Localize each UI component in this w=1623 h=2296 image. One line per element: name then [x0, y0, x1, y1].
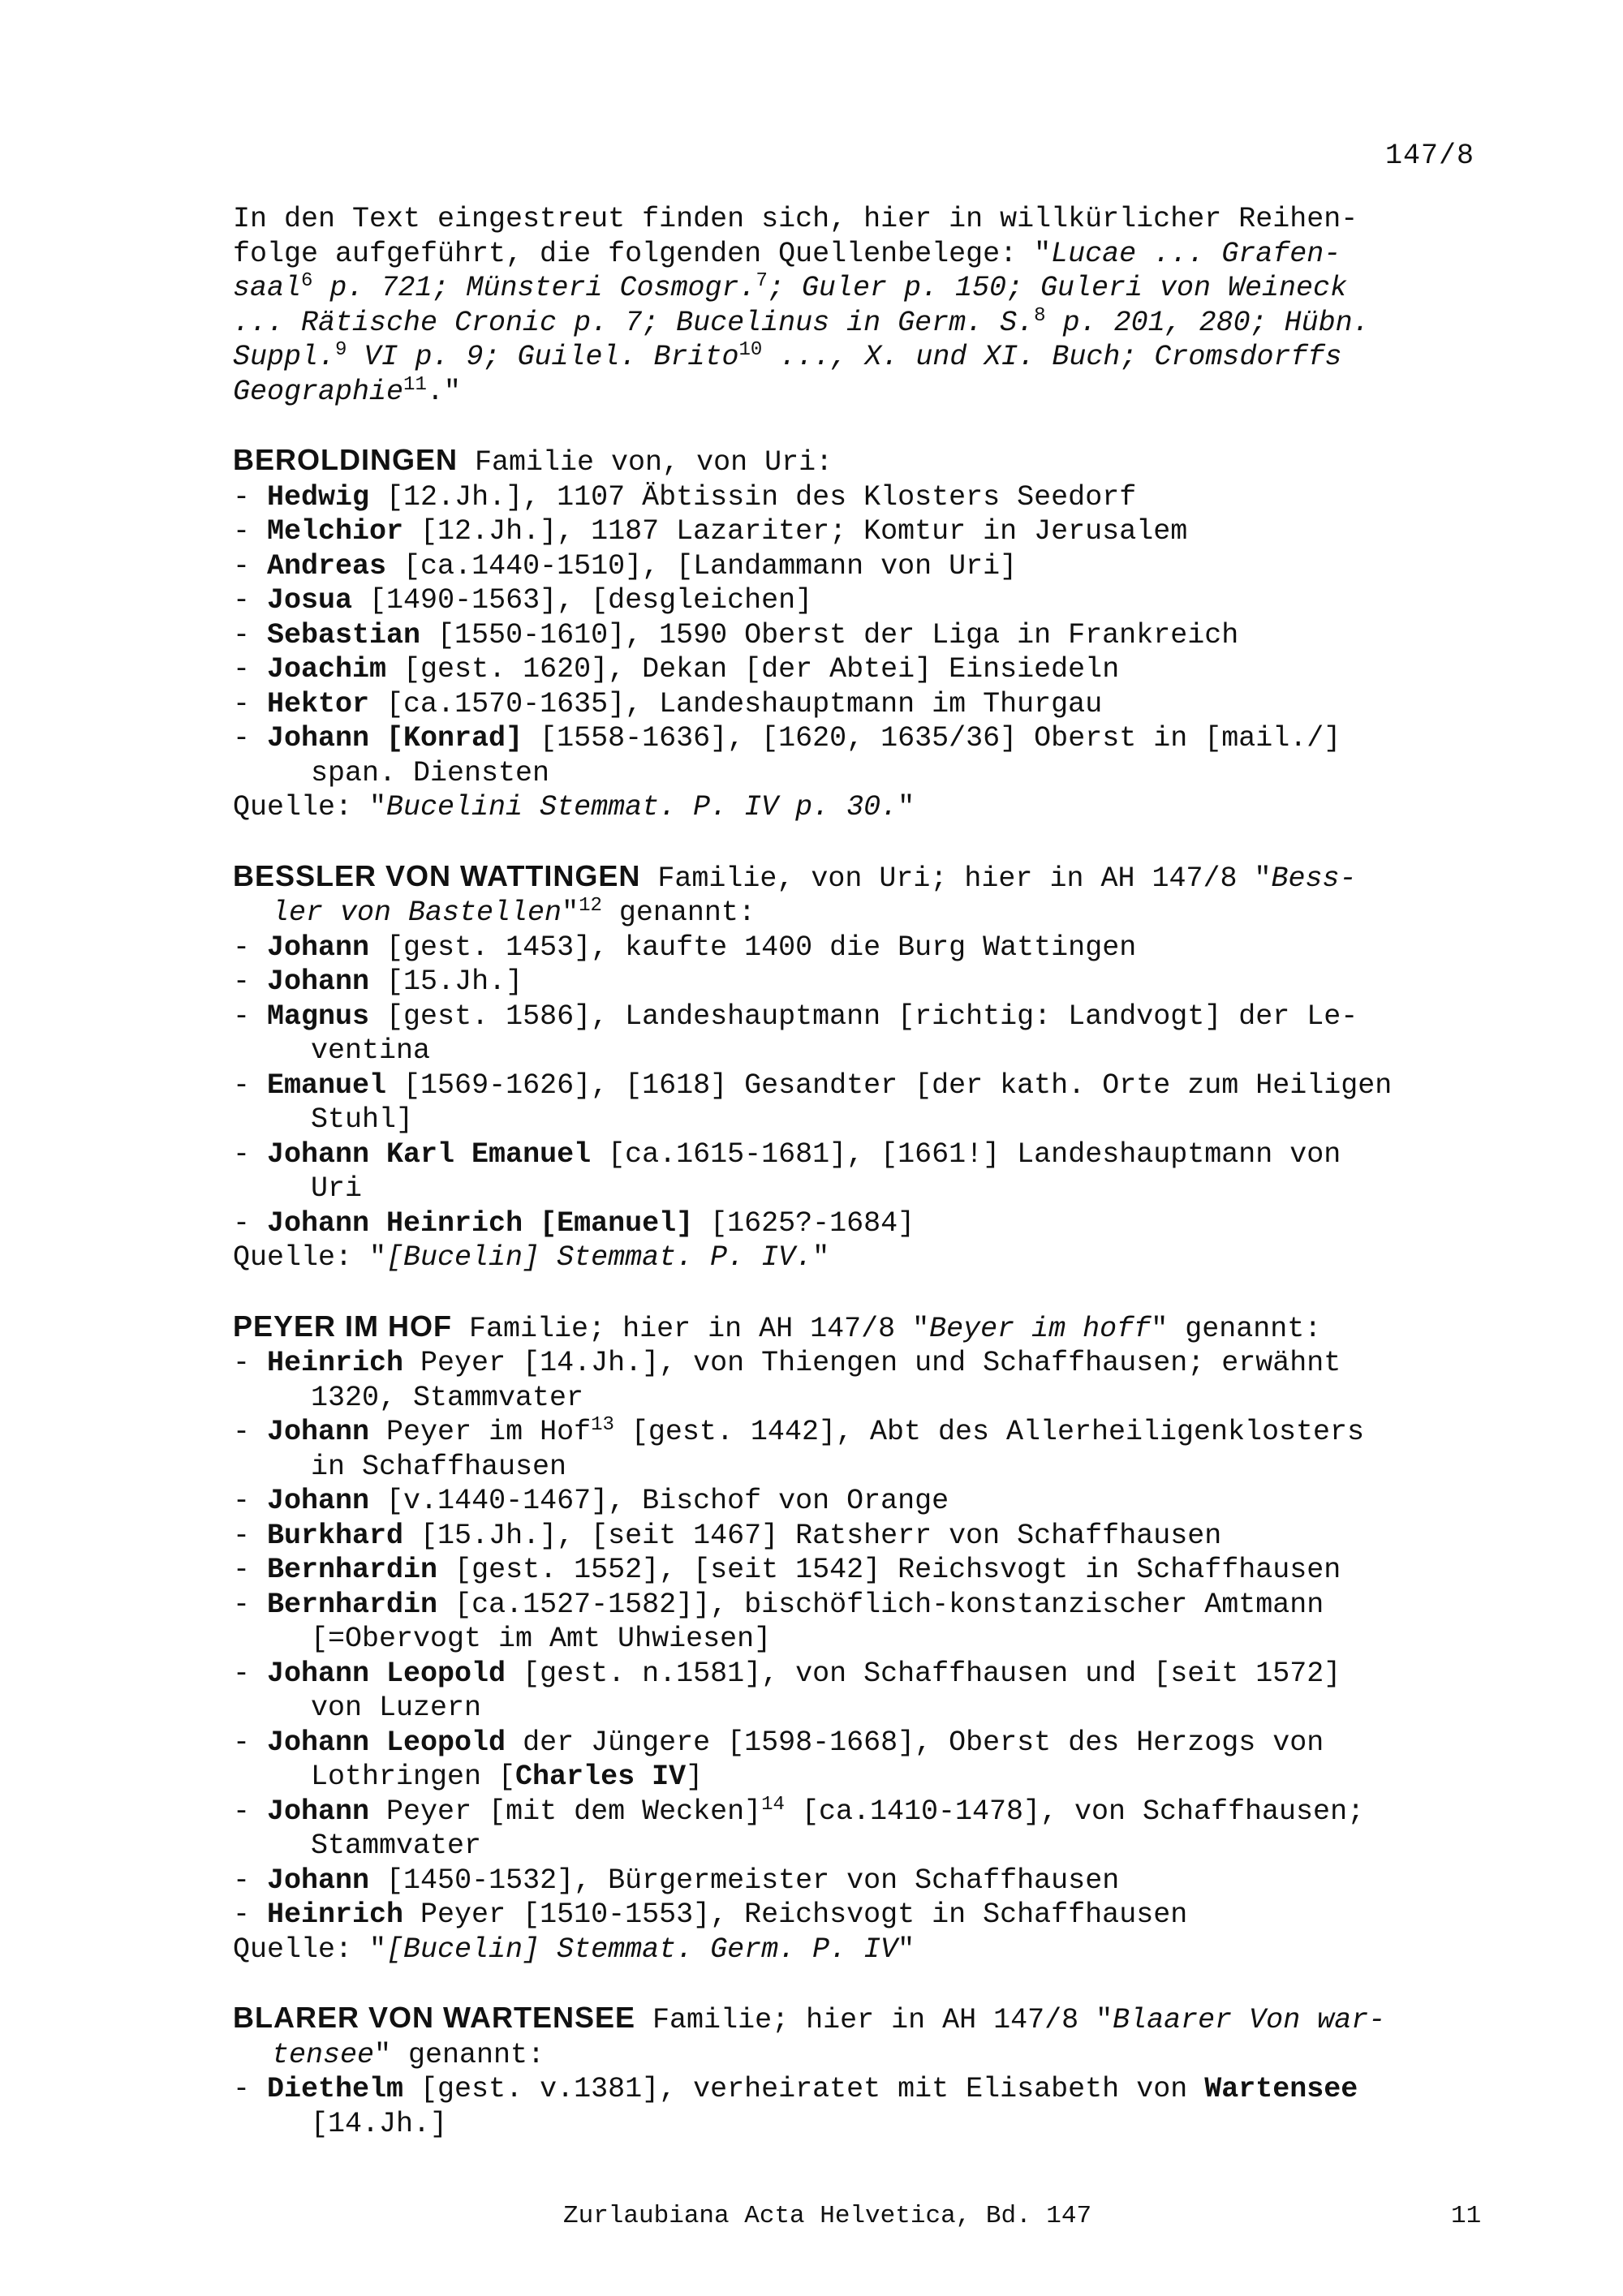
main-content	[233, 202, 1483, 2175]
list-item: - Johann [Konrad] [1558-1636], [1620, 1635/36] Oberst in [mail./] span. Diensten	[233, 722, 1341, 789]
footnote-ref[interactable]: 11	[403, 373, 427, 396]
list-item: - Johann Karl Emanuel [ca.1615-1681], [1661!] Landeshauptmann von Uri	[233, 1137, 1341, 1205]
footnote-ref[interactable]: 14	[761, 1793, 785, 1816]
section-peyer	[233, 1309, 1483, 1967]
intro-line: Geographie$^{11}$."	[233, 373, 461, 408]
list-item: - Bernhardin [gest. 1552], [seit 1542] Reichsvogt in Schaffhausen	[233, 1554, 1341, 1586]
intro-line: saal$^6$ p. 721; Münsteri Cosmogr.$^7$; Guler p. 150; Guleri von Weineck	[233, 270, 1348, 304]
list-item: - Johann [15.Jh.]	[233, 965, 523, 998]
section-heading: BESSLER VON WATTINGEN Familie, von Uri; hier in AH 147/8 "Bess- ler von Bastellen"$^{12}$ genannt:	[233, 858, 1357, 929]
list-item: - Joachim [gest. 1620], Dekan [der Abtei] Einsiedeln	[233, 653, 1120, 686]
intro-line: ... Rätische Cronic p. 7; Bucelinus in Germ. S.$^8$ p. 201, 280; Hübn.	[233, 304, 1370, 339]
intro-line: Suppl.$^9$ VI p. 9; Guilel. Brito$^{10}$ ..., X. und XI. Buch; Cromsdorffs	[233, 339, 1342, 373]
footnote-ref[interactable]: 7	[756, 270, 768, 292]
list-item: - Johann [v.1440-1467], Bischof von Orange	[233, 1485, 949, 1517]
member-list	[233, 2072, 1483, 2141]
list-item: - Bernhardin [ca.1527-1582]], bischöflich-konstanzischer Amtmann [=Obervogt im Amt Uhwiesen]	[233, 1588, 1324, 1655]
list-item: - Melchior [12.Jh.], 1187 Lazariter; Komtur in Jerusalem	[233, 515, 1188, 548]
list-item: - Josua [1490-1563], [desgleichen]	[233, 584, 813, 617]
list-item: - Sebastian [1550-1610], 1590 Oberst der Liga in Frankreich	[233, 618, 1239, 651]
footnote-ref[interactable]: 13	[591, 1414, 614, 1436]
list-item: - Johann [1450-1532], Bürgermeister von Schaffhausen	[233, 1864, 1120, 1897]
list-item: - Johann [gest. 1453], kaufte 1400 die Burg Wattingen	[233, 931, 1137, 964]
list-item: - Johann Heinrich [Emanuel] [1625?-1684]	[233, 1206, 915, 1240]
list-item: - Hektor [ca.1570-1635], Landeshauptmann im Thurgau	[233, 687, 1103, 720]
section-heading: BLARER VON WARTENSEE Familie; hier in AH 147/8 "Blaarer Von war- tensee" genannt:	[233, 2001, 1386, 2071]
list-item: - Andreas [ca.1440-1510], [Landammann von Uri]	[233, 549, 1018, 583]
intro-paragraph	[233, 202, 1483, 409]
footnote-ref[interactable]: 12	[579, 895, 602, 917]
footnote-ref[interactable]: 6	[301, 270, 313, 292]
list-item: - Diethelm [gest. v.1381], verheiratet mit Elisabeth von Wartensee [14.Jh.]	[233, 2073, 1358, 2140]
list-item: - Johann Peyer im Hof$^{13}$ [gest. 1442], Abt des Allerheiligenklosters in Schaffhausen	[233, 1414, 1365, 1483]
list-item: - Emanuel [1569-1626], [1618] Gesandter [der kath. Orte zum Heiligen Stuhl]	[233, 1068, 1393, 1136]
footnote-ref[interactable]: 10	[738, 339, 763, 361]
list-item: - Heinrich Peyer [14.Jh.], von Thiengen und Schaffhausen; erwähnt 1320, Stammvater	[233, 1347, 1341, 1414]
section-blarer	[233, 2001, 1483, 2141]
member-list	[233, 1346, 1483, 1933]
footnote-ref[interactable]: 9	[335, 339, 347, 361]
list-item: - Johann Leopold der Jüngere [1598-1668], Oberst des Herzogs von Lothringen [Charles IV]	[233, 1726, 1324, 1793]
section-heading: BEROLDINGEN Familie von, von Uri:	[233, 443, 833, 479]
list-item: - Hedwig [12.Jh.], 1107 Äbtissin des Klosters Seedorf	[233, 480, 1137, 514]
list-item: - Burkhard [15.Jh.], [seit 1467] Ratsherr von Schaffhausen	[233, 1519, 1222, 1552]
family-name: BESSLER VON WATTINGEN	[233, 858, 641, 892]
family-name: PEYER IM HOF	[233, 1309, 453, 1343]
source-citation: Quelle: "Bucelini Stemmat. P. IV p. 30."	[233, 791, 915, 823]
family-name: BLARER VON WARTENSEE	[233, 2001, 636, 2034]
footer-page-number: 11	[1451, 2202, 1482, 2230]
section-bessler	[233, 859, 1483, 1275]
source-citation: Quelle: "[Bucelin] Stemmat. Germ. P. IV"	[233, 1933, 915, 1966]
section-beroldingen	[233, 443, 1483, 825]
page-number: 147/8	[1384, 140, 1474, 172]
section-heading: PEYER IM HOF Familie; hier in AH 147/8 "Beyer im hoff" genannt:	[233, 1309, 1322, 1345]
family-name: BEROLDINGEN	[233, 443, 458, 476]
member-list	[233, 480, 1483, 791]
list-item: - Johann Peyer [mit dem Wecken]$^{14}$ [ca.1410-1478], von Schaffhausen; Stammvater	[233, 1793, 1365, 1862]
footnote-ref[interactable]: 8	[1034, 304, 1046, 327]
list-item: - Magnus [gest. 1586], Landeshauptmann [richtig: Landvogt] der Le- ventina	[233, 1000, 1358, 1067]
source-citation: Quelle: "[Bucelin] Stemmat. P. IV."	[233, 1241, 830, 1274]
footer-title: Zurlaubiana Acta Helvetica, Bd. 147	[563, 2202, 1092, 2230]
list-item: - Heinrich Peyer [1510-1553], Reichsvogt in Schaffhausen	[233, 1898, 1188, 1931]
list-item: - Johann Leopold [gest. n.1581], von Schaffhausen und [seit 1572] von Luzern	[233, 1657, 1341, 1724]
intro-line: In den Text eingestreut finden sich, hier in willkürlicher Reihen-	[233, 203, 1358, 235]
intro-line: folge aufgeführt, die folgenden Quellenbelege: "Lucae ... Grafen-	[233, 237, 1341, 270]
member-list	[233, 931, 1483, 1241]
